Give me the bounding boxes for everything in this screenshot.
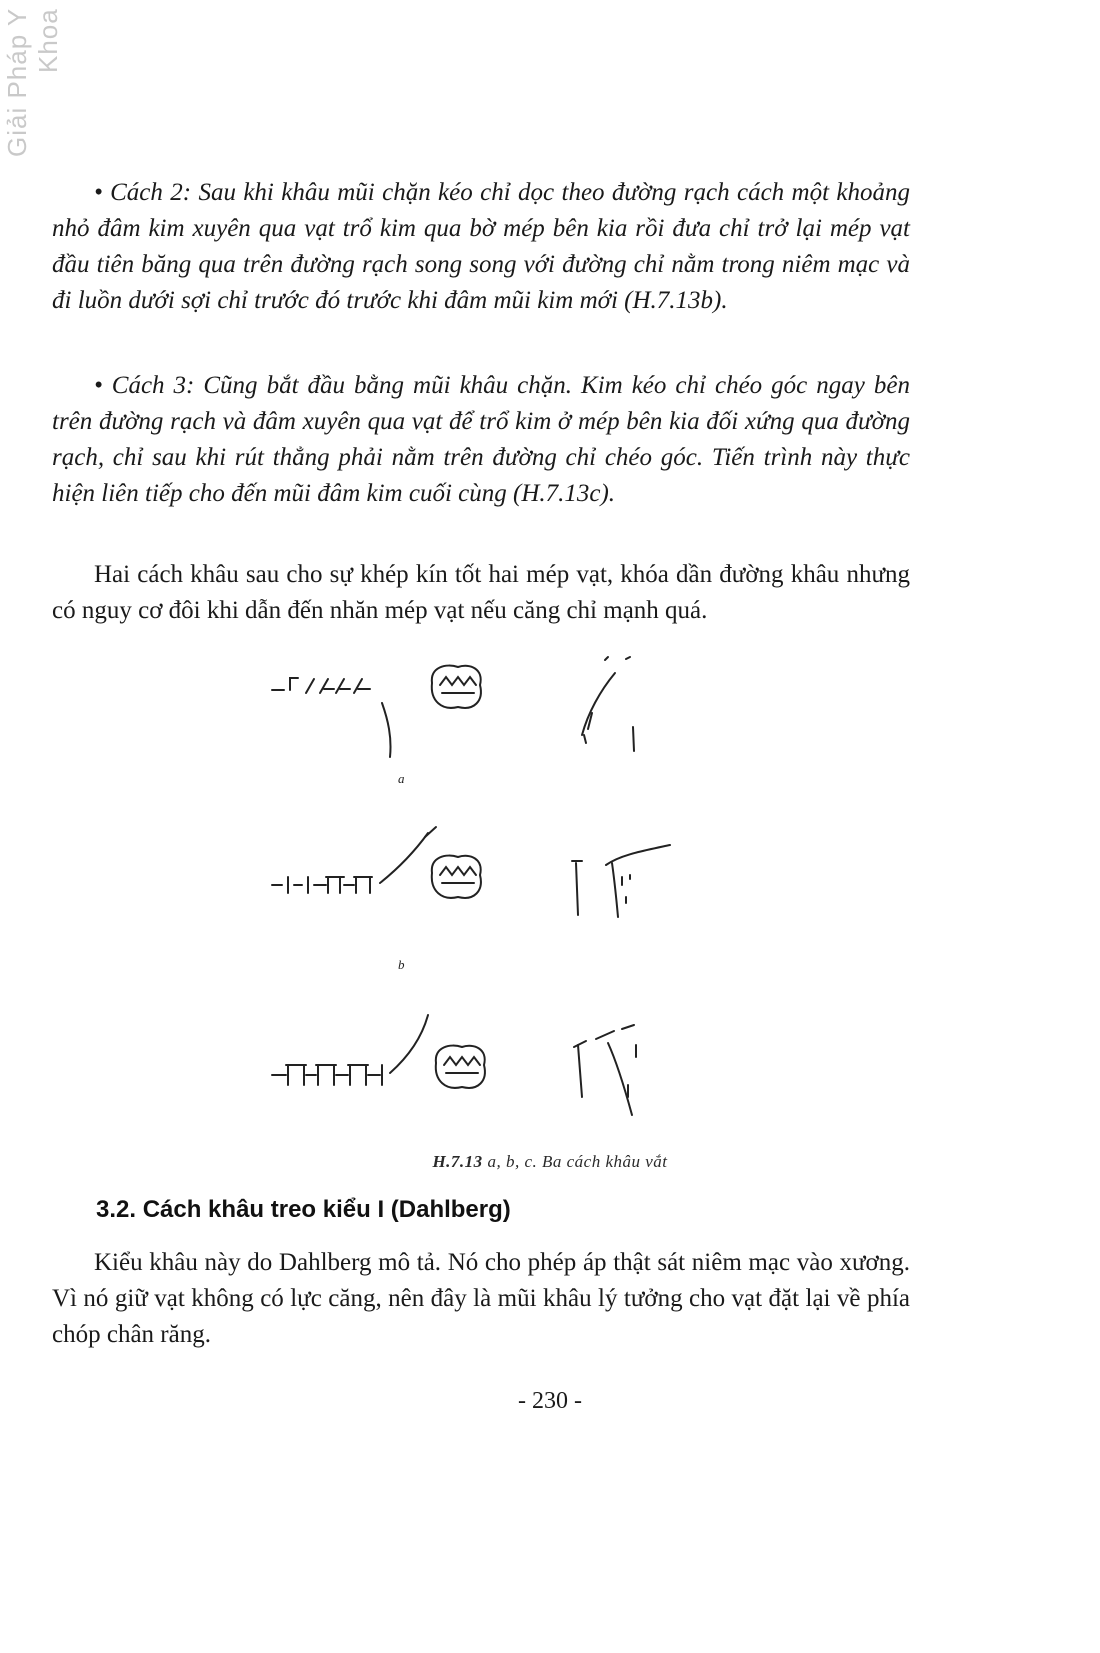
paragraph-cach-3: • Cách 3: Cũng bắt đầu bằng mũi khâu chặn. Kim kéo chỉ chéo góc ngay bên trên đường rạch và đâm xuyên qua vạt để trổ kim ở mép bên kia đối xứng qua đường rạch, chỉ sau khi rút thẳng phải nằm trên đường chỉ chéo góc. Tiến trình này thực hiện liên tiếp cho đến mũi đâm kim cuối cùng (H.7.13c). — [52, 372, 910, 507]
page-number: - 230 - — [518, 1388, 582, 1414]
panel-label-b: b — [398, 957, 405, 972]
panel-c-incision — [272, 1015, 428, 1085]
panel-c-molar-icon — [436, 1046, 485, 1088]
paragraph-summary: Hai cách khâu sau cho sự khép kín tốt hai mép vạt, khóa dần đường khâu nhưng có nguy cơ đôi khi dẫn đến nhăn mép vạt nếu căng chỉ mạnh quá. — [52, 561, 910, 624]
section-heading: 3.2. Cách khâu treo kiểu I (Dahlberg) — [96, 1196, 511, 1223]
panel-b-side-view — [572, 845, 670, 917]
panel-c-side-view — [574, 1025, 636, 1115]
panel-b-molar-icon — [432, 856, 481, 898]
figure-caption — [0, 1152, 1100, 1172]
panel-a-molar-icon — [432, 666, 481, 708]
paragraph-cach-2: • Cách 2: Sau khi khâu mũi chặn kéo chỉ dọc theo đường rạch cách một khoảng nhỏ đâm kim xuyên qua vạt trổ kim qua bờ mép bên kia rồi đưa chỉ trở lại mép vạt đầu tiên băng qua trên đường rạch song song với đường chỉ nằm trong niêm mạc và đi luồn dưới sợi chỉ trước đó trước khi đâm mũi kim mới (H.7.13b). — [52, 179, 910, 314]
panel-label-a: a — [398, 771, 405, 786]
caption-text: a, b, c. Ba cách khâu vắt — [482, 1152, 668, 1171]
watermark: Giải Pháp Y Khoa — [2, 8, 63, 158]
panel-b-incision — [272, 827, 436, 893]
paragraph-dahlberg: Kiểu khâu này do Dahlberg mô tả. Nó cho phép áp thật sát niêm mạc vào xương. Vì nó giữ vạt không có lực căng, nên đây là mũi khâu lý tưởng cho vạt đặt lại về phía chóp chân răng. — [52, 1249, 910, 1348]
panel-a-side-view — [582, 657, 634, 751]
suture-diagram — [270, 645, 750, 1140]
caption-figure-number: H.7.13 — [432, 1152, 483, 1171]
panel-a-incision — [272, 678, 391, 757]
suture-figure — [270, 645, 750, 1140]
